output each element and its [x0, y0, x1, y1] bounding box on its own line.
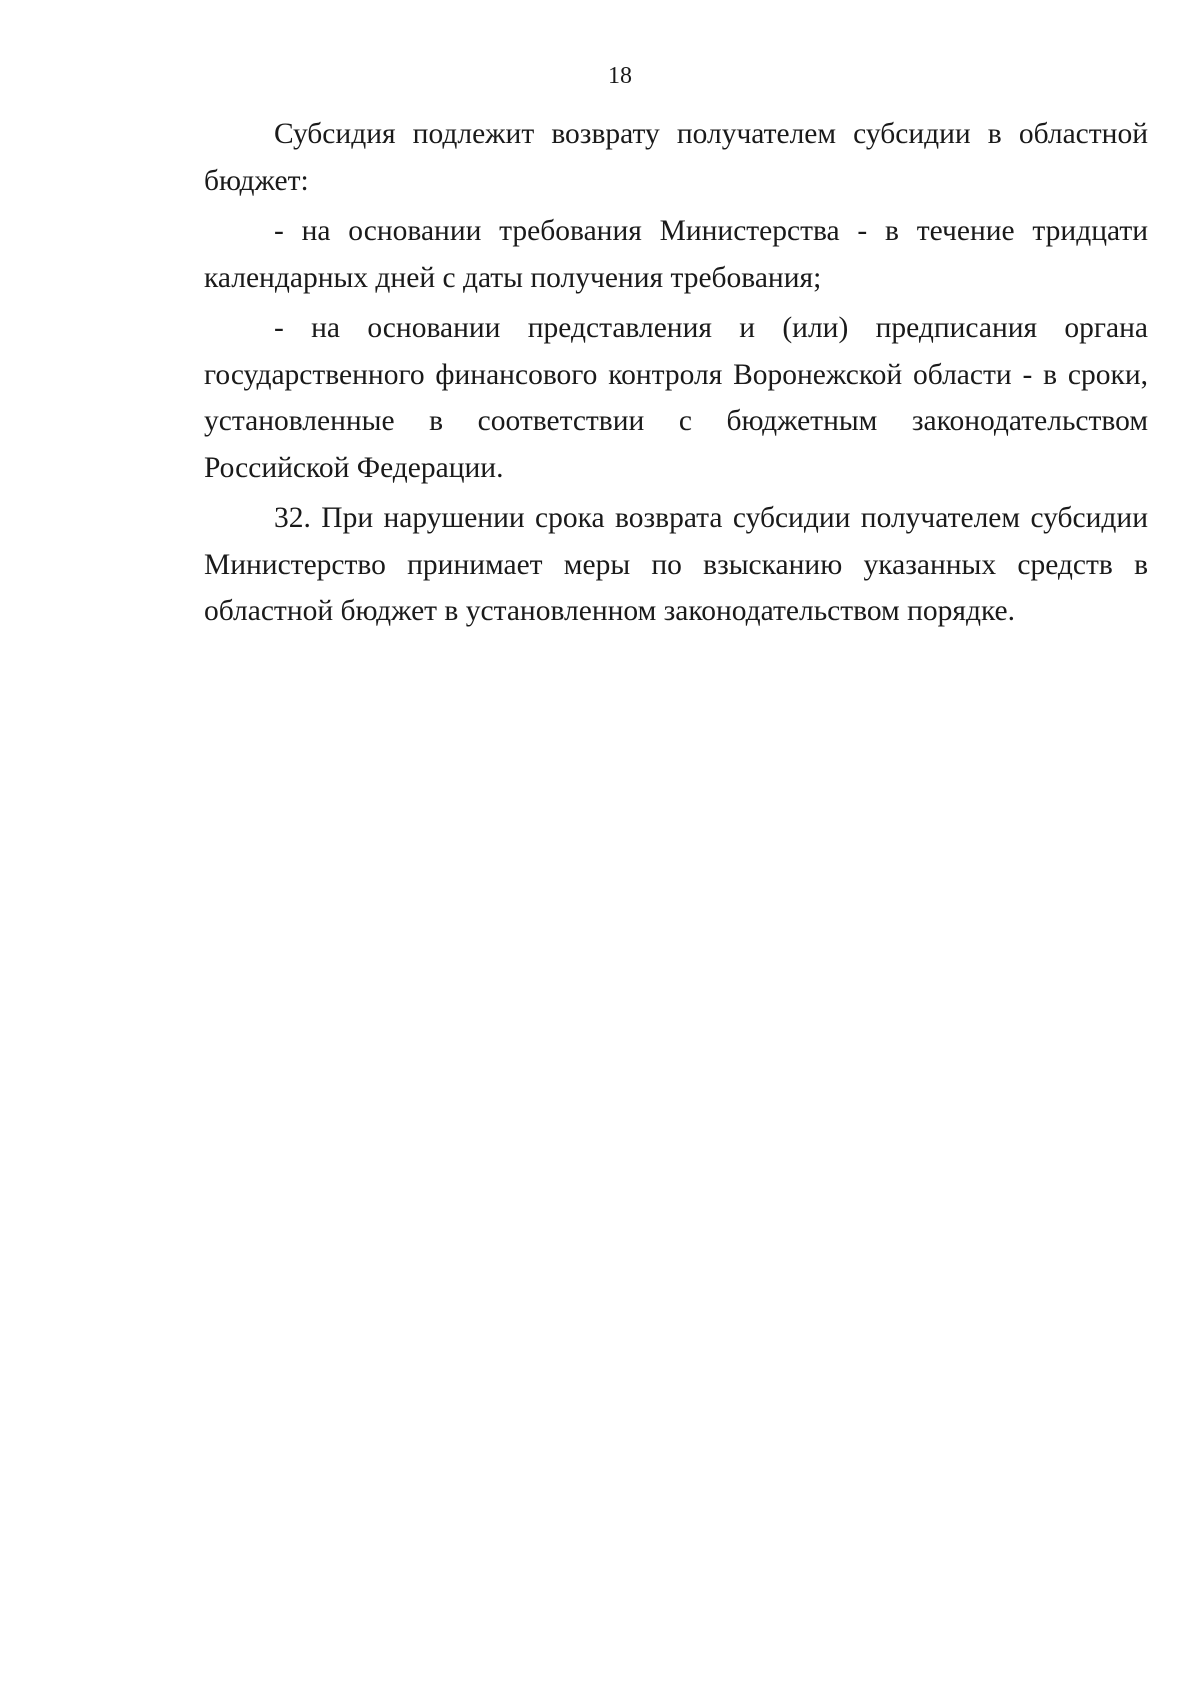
- paragraph-control-body-order: - на основании представления и (или) предписания органа государственного финансового контроля Воронежской области - в сроки, установленные в соответствии с бюджетным законодательством Российской Федерации.: [204, 312, 1148, 484]
- paragraph-subsidy-return: Субсидия подлежит возврату получателем субсидии в областной бюджет:: [204, 118, 1148, 197]
- paragraph-clause-32: 32. При нарушении срока возврата субсидии получателем субсидии Министерство принимает меры по взысканию указанных средств в областной бюджет в установленном законодательством порядке.: [204, 502, 1148, 627]
- paragraph-ministry-requirement: - на основании требования Министерства - в течение тридцати календарных дней с даты получения требования;: [204, 215, 1148, 294]
- document-body: [204, 111, 1148, 639]
- page-number: 18: [608, 63, 632, 89]
